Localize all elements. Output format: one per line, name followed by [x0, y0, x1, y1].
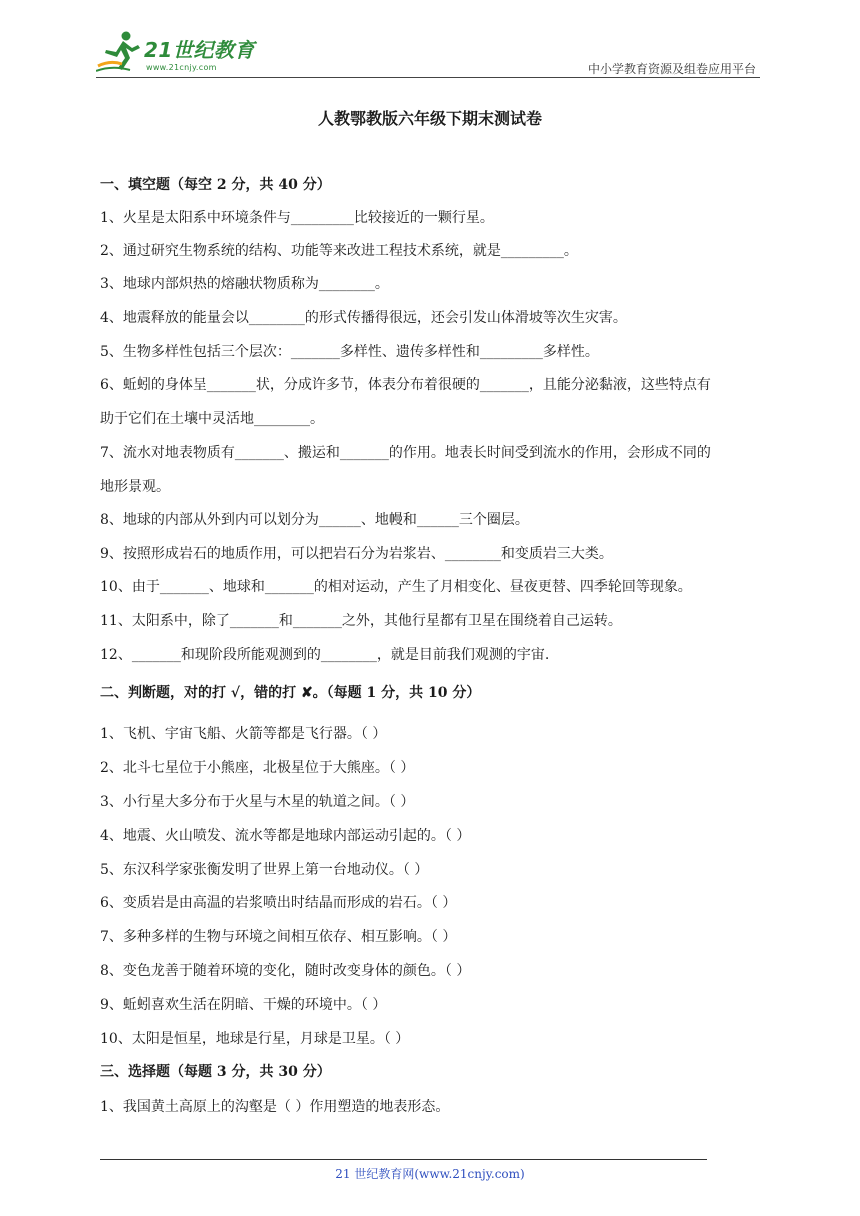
question-line: 5、东汉科学家张衡发明了世界上第一台地动仪。（ ） — [100, 862, 429, 878]
footer-divider — [100, 1159, 707, 1160]
section-heading-multiple-choice: 三、选择题（每题 3 分，共 30 分） — [100, 1064, 331, 1080]
section-heading-fill-in: 一、填空题（每空 2 分，共 40 分） — [100, 177, 331, 193]
page-header — [96, 30, 760, 78]
question-line: 4、地震释放的能量会以________的形式传播得很远，还会引发山体滑坡等次生灾害。 — [100, 310, 627, 326]
footer-link[interactable]: 21 世纪教育网(www.21cnjy.com) — [335, 1167, 525, 1181]
section-heading-true-false: 二、判断题，对的打 √，错的打 ✘。（每题 1 分，共 10 分） — [100, 685, 481, 701]
header-divider — [96, 77, 760, 78]
question-line: 11、太阳系中，除了_______和_______之外，其他行星都有卫星在围绕着自己运转。 — [100, 613, 622, 629]
question-line: 10、太阳是恒星，地球是行星，月球是卫星。（ ） — [100, 1031, 410, 1047]
question-line: 12、_______和现阶段所能观测到的________，就是目前我们观测的宇宙. — [100, 647, 550, 663]
question-line-continued: 地形景观。 — [100, 479, 170, 495]
runner-logo-icon — [96, 30, 146, 74]
question-line: 6、蚯蚓的身体呈_______状，分成许多节，体表分布着很硬的_______，且能分泌黏液，这些特点有 — [100, 377, 711, 393]
question-line: 7、多种多样的生物与环境之间相互依存、相互影响。（ ） — [100, 929, 457, 945]
question-line: 8、变色龙善于随着环境的变化，随时改变身体的颜色。（ ） — [100, 963, 471, 979]
logo-text: 21世纪教育 — [144, 38, 255, 62]
question-line-continued: 助于它们在土壤中灵活地________。 — [100, 411, 324, 427]
logo-url: www.21cnjy.com — [146, 63, 217, 72]
site-logo — [96, 30, 266, 74]
question-line: 3、地球内部炽热的熔融状物质称为________。 — [100, 276, 389, 292]
question-line: 1、火星是太阳系中环境条件与_________比较接近的一颗行星。 — [100, 210, 494, 226]
question-line: 9、按照形成岩石的地质作用，可以把岩石分为岩浆岩、________和变质岩三大类。 — [100, 546, 613, 562]
question-line: 1、我国黄土高原上的沟壑是（ ）作用塑造的地表形态。 — [100, 1099, 450, 1115]
platform-tagline: 中小学教育资源及组卷应用平台 — [587, 62, 756, 76]
question-line: 2、通过研究生物系统的结构、功能等来改进工程技术系统，就是_________。 — [100, 243, 578, 259]
question-line: 3、小行星大多分布于火星与木星的轨道之间。（ ） — [100, 794, 415, 810]
question-line: 7、流水对地表物质有_______、搬运和_______的作用。地表长时间受到流水的作用，会形成不同的 — [100, 445, 711, 461]
question-line: 10、由于_______、地球和_______的相对运动，产生了月相变化、昼夜更替、四季轮回等现象。 — [100, 579, 692, 595]
question-line: 1、飞机、宇宙飞船、火箭等都是飞行器。（ ） — [100, 726, 387, 742]
exam-title: 人教鄂教版六年级下期末测试卷 — [317, 109, 542, 128]
question-line: 6、变质岩是由高温的岩浆喷出时结晶而形成的岩石。（ ） — [100, 895, 457, 911]
question-line: 4、地震、火山喷发、流水等都是地球内部运动引起的。（ ） — [100, 828, 471, 844]
question-line: 8、地球的内部从外到内可以划分为______、地幔和______三个圈层。 — [100, 512, 529, 528]
question-line: 2、北斗七星位于小熊座，北极星位于大熊座。（ ） — [100, 760, 415, 776]
question-line: 9、蚯蚓喜欢生活在阴暗、干燥的环境中。（ ） — [100, 997, 387, 1013]
question-line: 5、生物多样性包括三个层次：_______多样性、遗传多样性和_________多样性。 — [100, 344, 599, 360]
